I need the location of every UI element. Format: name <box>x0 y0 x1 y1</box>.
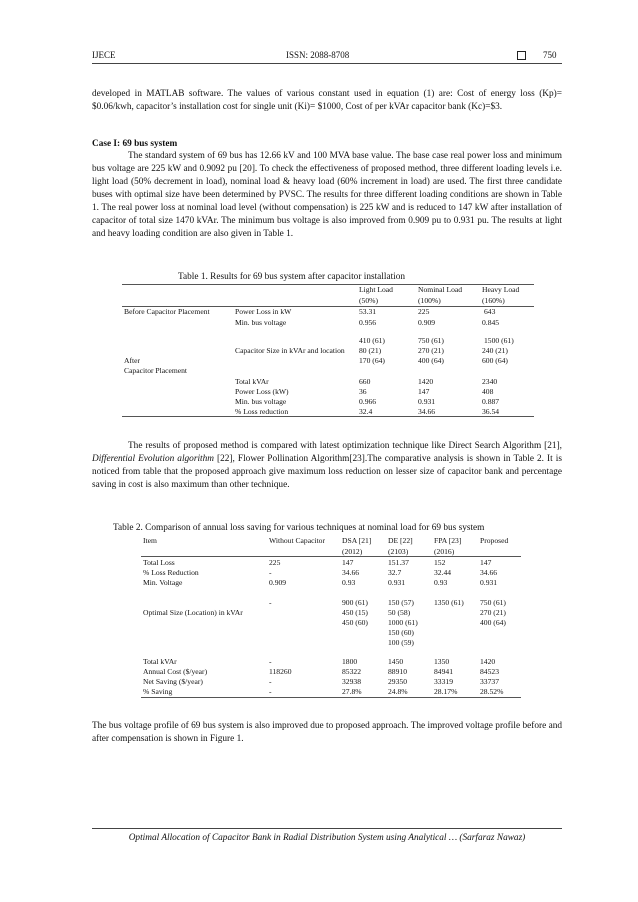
t2-lossred-dsa: 34.66 <box>342 568 360 577</box>
t2-saving-fpa: 28.17% <box>434 687 458 696</box>
t1-minv2-heavy: 0.887 <box>482 397 500 406</box>
t1-cap-heavy-2: 240 (21) <box>482 346 508 355</box>
t2-kvar-without: - <box>269 657 272 666</box>
t1-cap-light-1: 410 (61) <box>359 336 385 345</box>
t2-h-fpa-1: FPA [23] <box>434 536 462 545</box>
table2-bottom-rule <box>141 697 521 698</box>
t1-after-label-1: After <box>124 356 141 365</box>
page-number: 750 <box>543 50 557 60</box>
t1-minv-light: 0.956 <box>359 318 377 327</box>
intro-paragraph: developed in MATLAB software. The values of various constant used in equation (1) are: Cost of energy loss (Kp)= $0.06/kwh, capacitor’s installation cost for single unit (Ki)= $1000, Cost of per kVAr capacitor bank (Kc)=$3. <box>92 89 562 112</box>
t2-h-de-2: (2103) <box>388 547 409 556</box>
t2-h-fpa-2: (2016) <box>434 547 455 556</box>
comparison-paragraph <box>92 440 562 492</box>
table1-top-rule <box>122 284 534 285</box>
t1-loss-light: 53.31 <box>359 307 377 316</box>
t2-minv-de: 0.931 <box>388 578 406 587</box>
t2-kvar-fpa: 1350 <box>434 657 450 666</box>
t2-saving-label: % Saving <box>143 687 173 696</box>
t1-h-light-1: Light Load <box>359 285 393 294</box>
t2-net-de: 29350 <box>388 677 407 686</box>
t1-loss2-light: 36 <box>359 387 367 396</box>
t1-before-label: Before Capacitor Placement <box>124 307 210 316</box>
t2-minv-without: 0.909 <box>269 578 287 587</box>
t1-cap-label: Capacitor Size in kVAr and location <box>235 346 345 355</box>
t1-total-heavy: 2340 <box>482 377 498 386</box>
t2-annual-de: 88910 <box>388 667 407 676</box>
t1-red-nominal: 34.66 <box>418 407 436 416</box>
t2-lossred-label: % Loss Reduction <box>143 568 199 577</box>
t2-h-dsa-1: DSA [21] <box>342 536 372 545</box>
comparison-text-2: [22], Flower Pollination Algorithm[23].The comparative analysis is shown in Table 2. It is noticed from table that the proposed approach give maximum loss reduction on lesser size of capacitor bank and percentage saving in cost is also maximum than other technique. <box>92 454 562 490</box>
table2-header-rule <box>141 556 521 557</box>
t1-loss-nominal: 225 <box>418 307 430 316</box>
t2-h-without: Without Capacitor <box>269 536 325 545</box>
t2-minv-label: Min. Voltage <box>143 578 183 587</box>
t2-minv-fpa: 0.93 <box>434 578 448 587</box>
t1-red-heavy: 36.54 <box>482 407 500 416</box>
t2-totalloss-label: Total Loss <box>143 558 175 567</box>
t2-h-item: Item <box>143 536 157 545</box>
t1-loss2-heavy: 408 <box>482 387 494 396</box>
t2-kvar-dsa: 1800 <box>342 657 358 666</box>
t2-lossred-proposed: 34.66 <box>480 568 498 577</box>
t1-minv-nominal: 0.909 <box>418 318 436 327</box>
t2-h-de-1: DE [22] <box>388 536 413 545</box>
footer-rule <box>92 828 562 829</box>
t2-lossred-fpa: 32.44 <box>434 568 452 577</box>
checkbox-icon <box>517 51 526 60</box>
t1-cap-nominal-1: 750 (61) <box>418 336 444 345</box>
case-heading: Case I: 69 bus system <box>92 139 178 149</box>
t1-loss2-nominal: 147 <box>418 387 430 396</box>
t2-kvar-de: 1450 <box>388 657 404 666</box>
t2-annual-without: 118260 <box>269 667 292 676</box>
t1-cap-light-3: 170 (64) <box>359 356 385 365</box>
t2-lossred-de: 32.7 <box>388 568 402 577</box>
t2-totalloss-proposed: 147 <box>480 558 492 567</box>
t2-opt-de-3: 1000 (61) <box>388 618 418 627</box>
t2-annual-dsa: 85322 <box>342 667 361 676</box>
voltage-paragraph: The bus voltage profile of 69 bus system is also improved due to proposed approach. The improved voltage profile before and after compensation is shown in Figure 1. <box>92 721 562 744</box>
t1-loss2-label: Power Loss (kW) <box>235 387 289 396</box>
t2-minv-proposed: 0.931 <box>480 578 498 587</box>
t1-cap-light-2: 80 (21) <box>359 346 382 355</box>
t2-kvar-label: Total kVAr <box>143 657 177 666</box>
t2-opt-proposed-3: 400 (64) <box>480 618 506 627</box>
table2-caption: Table 2. Comparison of annual loss saving for various techniques at nominal load for 69 bus system <box>113 523 485 533</box>
t2-annual-fpa: 84941 <box>434 667 453 676</box>
t1-cap-nominal-2: 270 (21) <box>418 346 444 355</box>
t2-h-proposed: Proposed <box>480 536 509 545</box>
t1-h-light-2: (50%) <box>359 296 378 305</box>
t2-opt-de-1: 150 (57) <box>388 598 414 607</box>
table1-caption: Table 1. Results for 69 bus system after capacitor installation <box>178 272 406 282</box>
t1-red-label: % Loss reduction <box>235 407 289 416</box>
t2-opt-proposed-1: 750 (61) <box>480 598 506 607</box>
footer-text: Optimal Allocation of Capacitor Bank in Radial Distribution System using Analytical … (Sarfaraz Nawaz) <box>128 833 526 843</box>
t2-net-fpa: 33319 <box>434 677 453 686</box>
t1-minv2-nominal: 0.931 <box>418 397 436 406</box>
t2-opt-without: - <box>269 598 272 607</box>
t1-loss-label: Power Loss in kW <box>235 307 292 316</box>
t2-lossred-without: - <box>269 568 272 577</box>
t2-totalloss-without: 225 <box>269 558 281 567</box>
t1-cap-heavy-1: 1500 (61) <box>484 336 514 345</box>
t2-kvar-proposed: 1420 <box>480 657 496 666</box>
t2-saving-de: 24.8% <box>388 687 408 696</box>
t2-saving-proposed: 28.52% <box>480 687 504 696</box>
t1-total-label: Total kVAr <box>235 377 269 386</box>
t2-totalloss-fpa: 152 <box>434 558 446 567</box>
t1-minv2-light: 0.966 <box>359 397 377 406</box>
t2-annual-proposed: 84523 <box>480 667 499 676</box>
t2-opt-de-5: 100 (59) <box>388 638 414 647</box>
journal-name: IJECE <box>92 50 116 60</box>
t2-h-dsa-2: (2012) <box>342 547 363 556</box>
t2-opt-dsa-1: 900 (61) <box>342 598 368 607</box>
t1-cap-nominal-3: 400 (64) <box>418 356 444 365</box>
t1-red-light: 32.4 <box>359 407 373 416</box>
t2-net-proposed: 33737 <box>480 677 499 686</box>
t1-h-nominal-2: (100%) <box>418 296 441 305</box>
t2-net-without: - <box>269 677 272 686</box>
header-rule <box>92 63 562 64</box>
t1-total-light: 660 <box>359 377 371 386</box>
t2-opt-label: Optimal Size (Location) in kVAr <box>143 608 243 617</box>
t2-totalloss-dsa: 147 <box>342 558 354 567</box>
t1-h-nominal-1: Nominal Load <box>418 285 463 294</box>
t2-opt-dsa-2: 450 (15) <box>342 608 368 617</box>
t1-h-heavy-1: Heavy Load <box>482 285 520 294</box>
t1-minv-heavy: 0.845 <box>482 318 500 327</box>
t2-opt-proposed-2: 270 (21) <box>480 608 506 617</box>
t1-minv2-label: Min. bus voltage <box>235 397 287 406</box>
t1-loss-heavy: 643 <box>484 307 496 316</box>
t2-opt-de-2: 50 (58) <box>388 608 411 617</box>
t1-total-nominal: 1420 <box>418 377 434 386</box>
t2-opt-fpa: 1350 (61) <box>434 598 464 607</box>
t1-h-heavy-2: (160%) <box>482 296 505 305</box>
t2-totalloss-de: 151.37 <box>388 558 409 567</box>
t2-annual-label: Annual Cost ($/year) <box>143 667 208 676</box>
t2-opt-dsa-3: 450 (60) <box>342 618 368 627</box>
t2-net-dsa: 32938 <box>342 677 361 686</box>
t2-net-label: Net Saving ($/year) <box>143 677 203 686</box>
t1-cap-heavy-3: 600 (64) <box>482 356 508 365</box>
t1-after-label-2: Capacitor Placement <box>124 366 188 375</box>
issn: ISSN: 2088-8708 <box>286 50 350 60</box>
comparison-text-1: The results of proposed method is compared with latest optimization technique like Direct Search Algorithm [21], <box>128 441 562 451</box>
t2-opt-de-4: 150 (60) <box>388 628 414 637</box>
t1-minv-label: Min. bus voltage <box>235 318 287 327</box>
case-paragraph: The standard system of 69 bus has 12.66 kV and 100 MVA base value. The base case real power loss and minimum bus voltage are 225 kW and 0.9092 pu [20]. To check the effectiveness of proposed method, three different loading levels i.e. light load (50% decrement in load), nominal load & heavy load (60% increment in load) are used. The first three candidate buses with optimal size have been determined by PVSC. The results for three different loading conditions are shown in Table 1. The real power loss at nominal load level (without compensation) is 225 kW and is reduced to 147 kW after installation of capacitor of total size 1470 kVAr. The minimum bus voltage is also improved from 0.909 pu to 0.931 pu. The results at light and heavy loading condition are also given in Table 1. <box>92 151 562 239</box>
t2-minv-dsa: 0.93 <box>342 578 356 587</box>
t2-saving-without: - <box>269 687 272 696</box>
t2-saving-dsa: 27.8% <box>342 687 362 696</box>
comparison-italic: Differential Evolution algorithm <box>92 454 214 464</box>
table1-bottom-rule <box>122 416 534 417</box>
